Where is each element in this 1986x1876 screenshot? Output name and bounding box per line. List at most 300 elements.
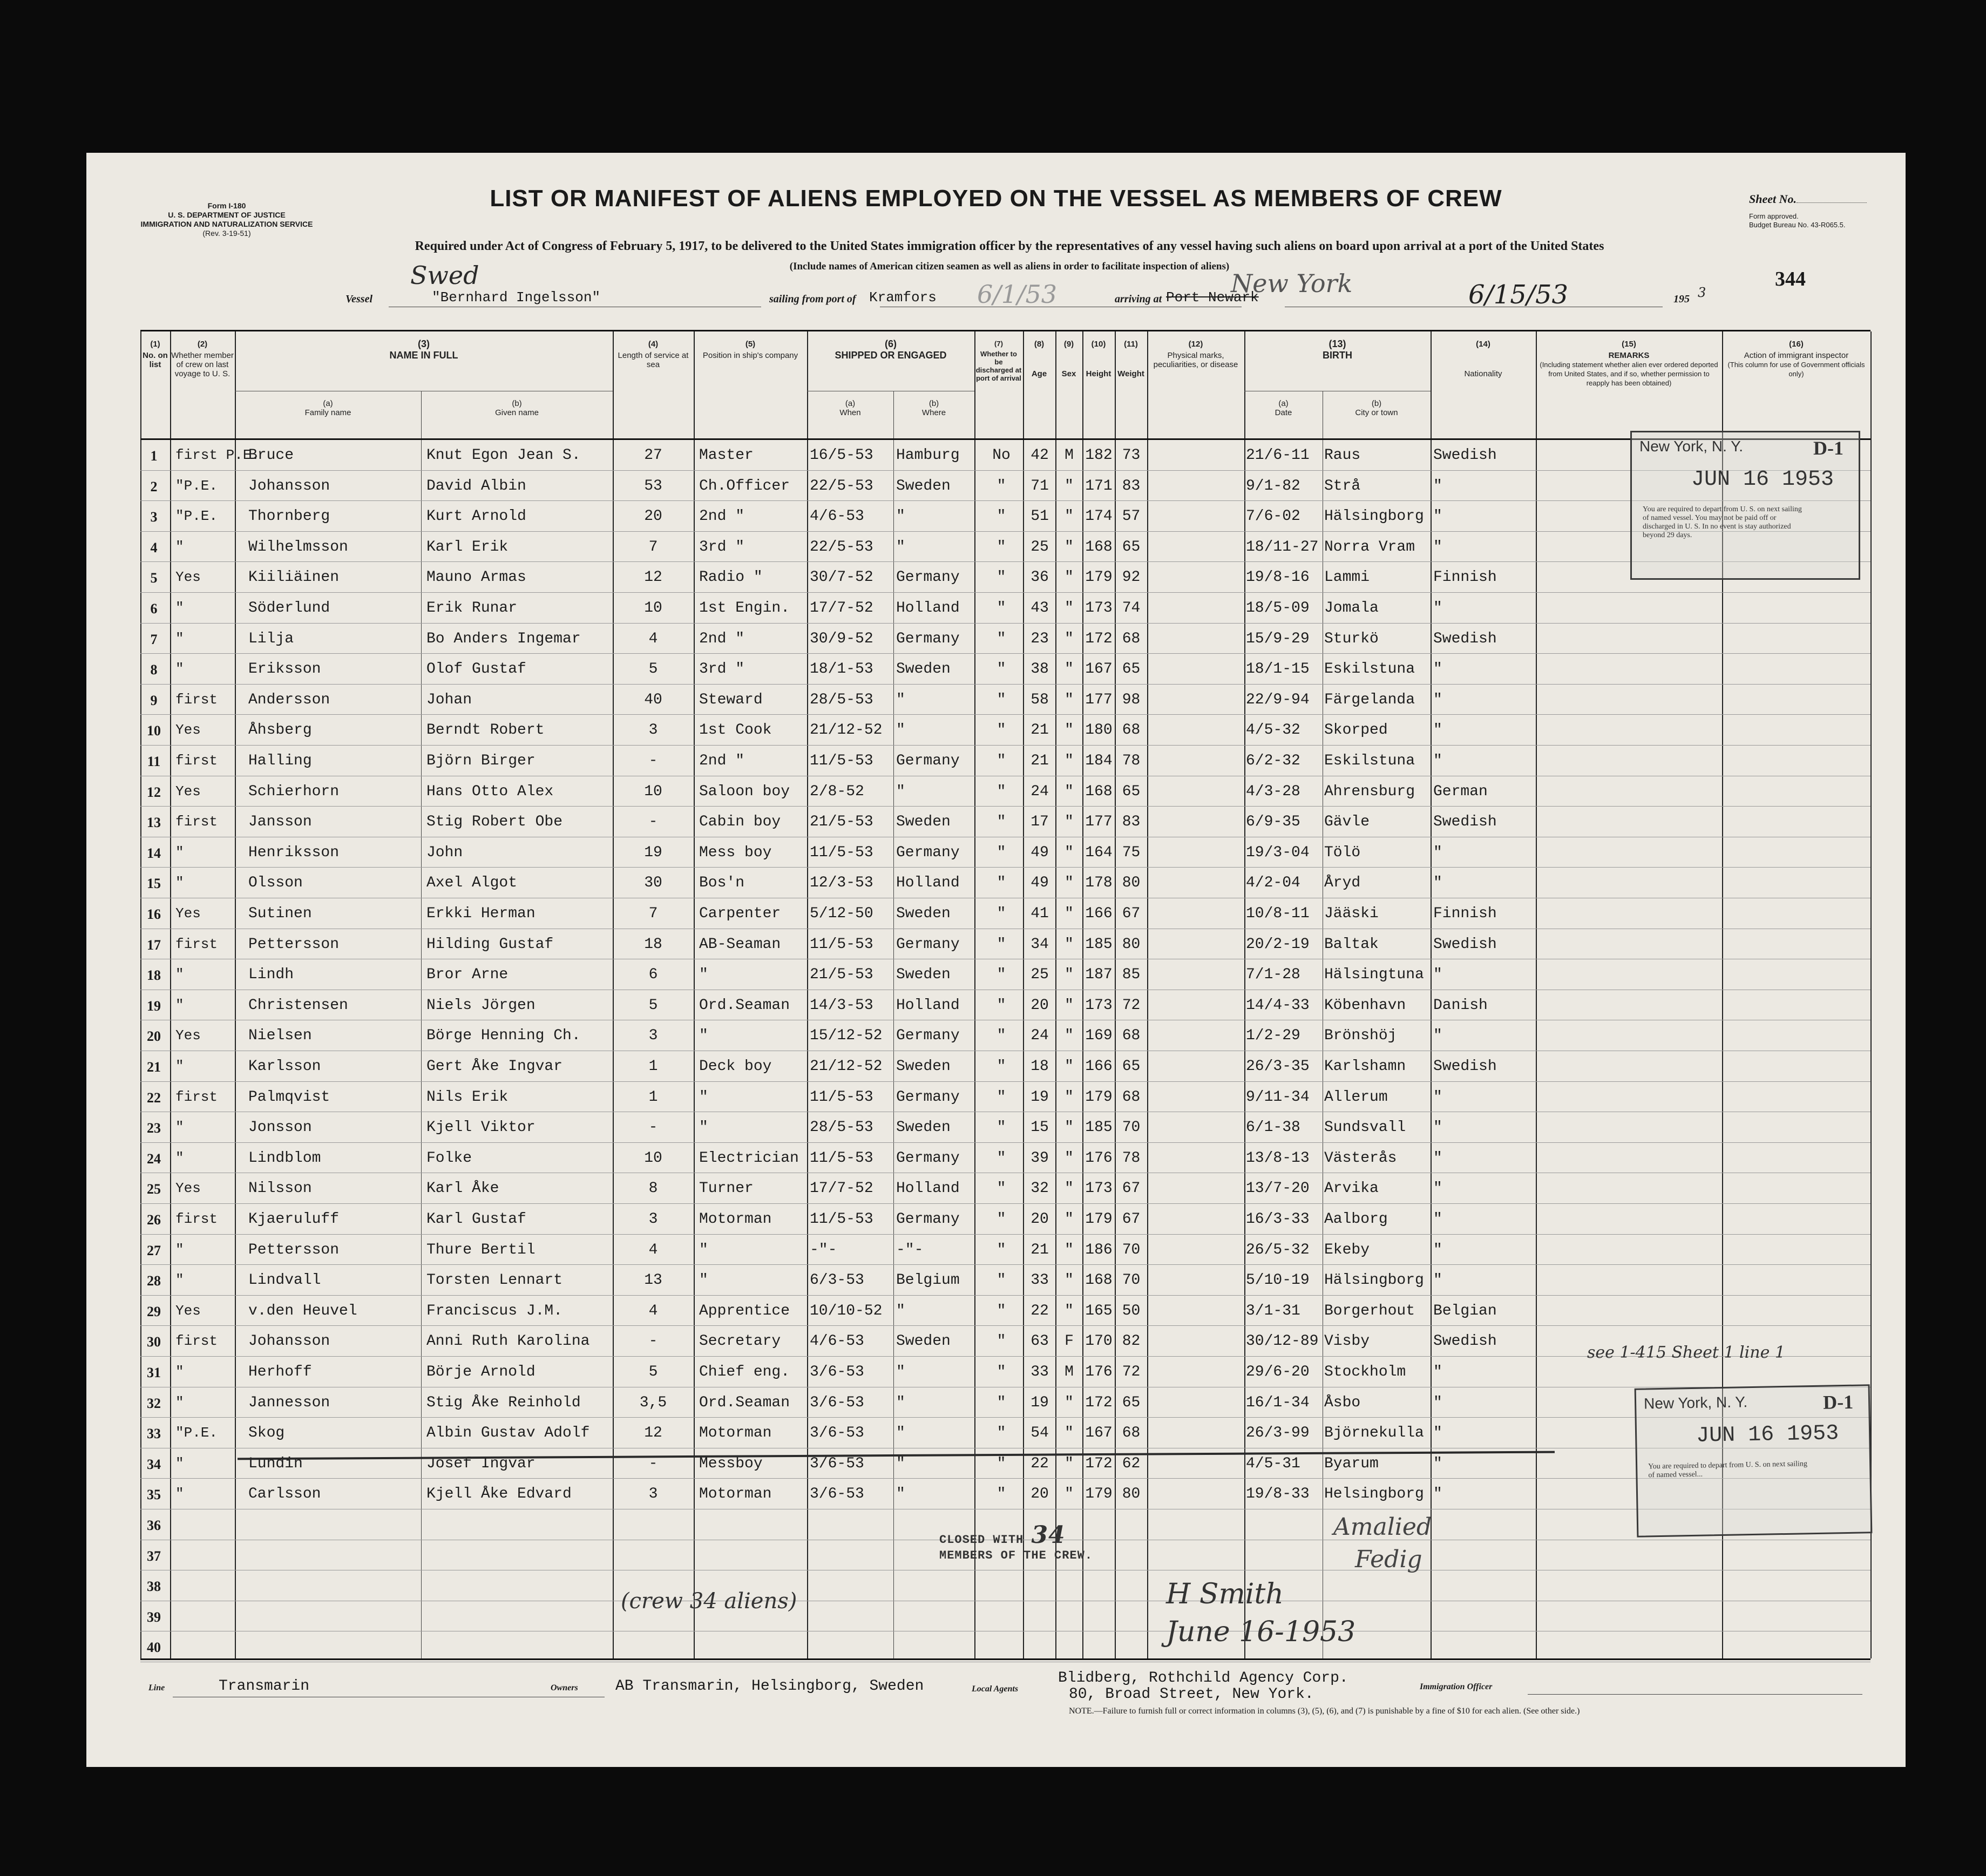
cell-given: Karl Erik — [426, 538, 509, 556]
cell-height: 174 — [1085, 508, 1113, 525]
header-birth-date: (a) Date — [1275, 399, 1292, 417]
line-number: 11 — [147, 754, 161, 769]
cell-weight: 92 — [1122, 569, 1141, 586]
header-list-number: (1) No. on list — [143, 340, 168, 369]
cell-family: Thornberg — [248, 508, 330, 525]
header-age: (8) Age — [1031, 340, 1047, 378]
cell-where: Germany — [896, 753, 960, 769]
cell-bcity: Aalborg — [1324, 1211, 1388, 1228]
cell-weight: 68 — [1122, 722, 1141, 739]
cell-weight: 67 — [1122, 905, 1141, 922]
cell-nat: " — [1433, 1394, 1442, 1411]
line-number: 37 — [147, 1548, 161, 1564]
cell-crew: " — [175, 966, 184, 983]
cell-where: Germany — [896, 630, 960, 647]
cell-sex: " — [1065, 753, 1074, 769]
form-number: Form I-180 — [207, 201, 246, 210]
owners-label: Owners — [551, 1683, 578, 1692]
cell-family: Sutinen — [248, 905, 312, 922]
cell-where: Hamburg — [896, 447, 960, 464]
cell-when: 2/8-52 — [810, 783, 864, 800]
cell-discharge: " — [997, 1211, 1006, 1228]
line-number: 14 — [147, 845, 161, 861]
cell-sex: " — [1065, 538, 1074, 556]
sheet-number-label: Sheet No. — [1749, 192, 1797, 206]
cell-when: 3/6-53 — [810, 1486, 864, 1503]
cell-where: Germany — [896, 844, 960, 861]
cell-age: 22 — [1031, 1455, 1049, 1472]
cell-height: 185 — [1085, 1119, 1113, 1136]
cell-bdate: 4/2-04 — [1246, 875, 1300, 892]
departure-date-handwritten: 6/1/53 — [977, 280, 1058, 309]
cell-nat: Belgian — [1433, 1302, 1497, 1319]
cell-position: " — [699, 1027, 708, 1045]
cell-bcity: Borgerhout — [1324, 1302, 1415, 1319]
line-number: 24 — [147, 1150, 161, 1167]
cell-sex: " — [1065, 1027, 1074, 1045]
cell-crew: " — [175, 844, 184, 861]
cell-given: Hilding Gustaf — [426, 936, 554, 953]
cell-height: 176 — [1085, 1149, 1113, 1167]
cell-bdate: 7/1-28 — [1246, 966, 1300, 984]
cell-where: Sweden — [896, 477, 951, 495]
footer-block — [86, 1672, 1906, 1737]
cell-bcity: Åryd — [1324, 875, 1361, 892]
cell-sex: " — [1065, 936, 1074, 953]
table-row — [140, 745, 1870, 776]
cell-nat: Danish — [1433, 997, 1488, 1014]
table-row — [140, 1234, 1870, 1265]
cell-position: Carpenter — [699, 905, 781, 922]
cell-nat: Swedish — [1433, 1058, 1497, 1075]
cell-discharge: " — [997, 1119, 1006, 1136]
table-row — [140, 1173, 1870, 1204]
cell-given: Stig Åke Reinhold — [426, 1394, 581, 1411]
table-row — [140, 1051, 1870, 1082]
cell-sex: " — [1065, 966, 1074, 984]
table-row — [140, 531, 1870, 563]
cell-weight: 67 — [1122, 1180, 1141, 1197]
header-crew-last-voyage: (2) Whether member of crew on last voyage to U. S. — [171, 340, 234, 378]
cell-given: Björn Birger — [426, 753, 536, 769]
cell-crew: first — [175, 936, 218, 952]
cell-bcity: Sundsvall — [1324, 1119, 1406, 1136]
header-inspector-action: (16) Action of immigrant inspector (This column for use of Government officials only) — [1727, 340, 1865, 378]
cell-height: 172 — [1085, 630, 1113, 647]
table-row — [140, 1448, 1870, 1479]
cell-weight: 70 — [1122, 1241, 1141, 1258]
cell-sex: " — [1065, 905, 1074, 922]
line-number: 28 — [147, 1273, 161, 1289]
cell-bdate: 26/3-99 — [1246, 1425, 1310, 1442]
cell-weight: 78 — [1122, 753, 1141, 769]
cell-service: 6 — [648, 966, 658, 984]
cell-sex: " — [1065, 1180, 1074, 1197]
cell-service: 7 — [648, 538, 658, 556]
table-row — [140, 714, 1870, 746]
inspection-stamp: New York, N. Y. D-1 JUN 16 1953 You are required to depart from U. S. on next sailing of named vessel. You may not be paid off or discharged in U. S. In no event is stay authorized beyond 29 days. — [1630, 431, 1860, 580]
cell-discharge: " — [997, 1058, 1006, 1075]
cell-discharge: " — [997, 1425, 1006, 1442]
cell-family: Henriksson — [248, 844, 340, 861]
cell-sex: " — [1065, 783, 1074, 800]
cell-bdate: 7/6-02 — [1246, 508, 1300, 525]
vessel-label: Vessel — [345, 293, 372, 305]
cell-given: Berndt Robert — [426, 722, 545, 739]
cell-age: 20 — [1031, 997, 1049, 1014]
cell-position: Electrician — [699, 1149, 799, 1167]
cell-age: 23 — [1031, 630, 1049, 647]
cell-where: " — [896, 1486, 905, 1503]
cell-given: Albin Gustav Adolf — [426, 1425, 590, 1442]
cell-crew: " — [175, 600, 184, 616]
cell-crew: first — [175, 1333, 218, 1350]
cell-position: " — [699, 966, 708, 984]
cell-when: 21/5-53 — [810, 814, 873, 831]
cell-service: 3 — [648, 722, 658, 739]
cell-bcity: Lammi — [1324, 569, 1370, 586]
line-number: 6 — [150, 601, 158, 617]
cell-position: 3rd " — [699, 538, 745, 556]
cell-crew: Yes — [175, 905, 201, 922]
cell-position: Motorman — [699, 1486, 772, 1503]
cell-service: 3 — [648, 1486, 658, 1503]
cell-nat: " — [1433, 1364, 1442, 1380]
cell-crew: " — [175, 1119, 184, 1136]
cell-position: Steward — [699, 691, 763, 708]
cell-crew: Yes — [175, 1302, 201, 1319]
cell-position: Cabin boy — [699, 814, 781, 831]
cell-age: 51 — [1031, 508, 1049, 525]
penalty-note: NOTE.—Failure to furnish full or correct information in columns (3), (5), (6), and (7) is punishable by a fine of $10 for each alien. (See other side.) — [1069, 1706, 1580, 1716]
cell-age: 63 — [1031, 1333, 1049, 1350]
cell-where: Sweden — [896, 905, 951, 922]
cell-when: 11/5-53 — [810, 1088, 873, 1106]
cell-height: 179 — [1085, 1088, 1113, 1106]
cell-weight: 70 — [1122, 1119, 1141, 1136]
cell-height: 173 — [1085, 997, 1113, 1014]
cell-where: Holland — [896, 600, 960, 617]
cell-given: Gert Åke Ingvar — [426, 1058, 563, 1075]
cell-weight: 82 — [1122, 1333, 1141, 1350]
page-number: 344 — [1775, 268, 1806, 290]
cell-discharge: " — [997, 1027, 1006, 1045]
cell-nat: " — [1433, 1149, 1442, 1167]
cell-discharge: " — [997, 1455, 1006, 1472]
cell-nat: " — [1433, 691, 1442, 708]
cell-weight: 68 — [1122, 1425, 1141, 1442]
cell-service: 10 — [644, 600, 662, 617]
cell-weight: 67 — [1122, 1211, 1141, 1228]
cell-given: Erik Runar — [426, 600, 518, 617]
cell-discharge: " — [997, 905, 1006, 922]
cell-crew: "P.E. — [175, 1425, 218, 1441]
cell-discharge: " — [997, 1272, 1006, 1289]
line-number: 18 — [147, 967, 161, 984]
cell-given: Knut Egon Jean S. — [426, 447, 581, 464]
cell-weight: 85 — [1122, 966, 1141, 984]
cell-when: 4/6-53 — [810, 1333, 864, 1350]
cell-crew: " — [175, 1272, 184, 1289]
cell-height: 178 — [1085, 875, 1113, 892]
cell-height: 171 — [1085, 477, 1113, 495]
cell-where: Germany — [896, 569, 960, 586]
cell-service: 20 — [644, 508, 662, 525]
cell-family: Lindblom — [248, 1149, 321, 1167]
cell-family: Lindh — [248, 966, 294, 984]
cell-discharge: " — [997, 538, 1006, 556]
document-title: LIST OR MANIFEST OF ALIENS EMPLOYED ON THE VESSEL AS MEMBERS OF CREW — [490, 185, 1502, 212]
cell-family: v.den Heuvel — [248, 1302, 357, 1319]
immigration-officer-label: Immigration Officer — [1420, 1682, 1493, 1691]
remark-row-30: see 1-415 Sheet 1 line 1 — [1587, 1343, 1785, 1362]
line-number: 15 — [147, 876, 161, 892]
cell-weight: 80 — [1122, 875, 1141, 892]
table-row — [140, 470, 1870, 502]
inspector-signature: H Smith — [1166, 1578, 1284, 1610]
cell-bcity: Eskilstuna — [1324, 753, 1415, 769]
table-row — [140, 1601, 1870, 1632]
cell-where: Holland — [896, 997, 960, 1014]
cell-nat: " — [1433, 1455, 1442, 1472]
cell-nat: " — [1433, 538, 1442, 556]
vessel-name: "Bernhard Ingelsson" — [432, 289, 601, 306]
line-number: 26 — [147, 1212, 161, 1228]
cell-bdate: 19/8-16 — [1246, 569, 1310, 586]
cell-weight: 75 — [1122, 844, 1141, 861]
cell-when: 21/12-52 — [810, 722, 883, 739]
cell-age: 25 — [1031, 966, 1049, 984]
cell-position: " — [699, 1119, 708, 1136]
table-row — [140, 439, 1870, 471]
cell-weight: 68 — [1122, 630, 1141, 647]
line-number: 33 — [147, 1426, 161, 1442]
cell-age: 17 — [1031, 814, 1049, 831]
cell-family: Lilja — [248, 630, 294, 647]
table-row — [140, 1387, 1870, 1418]
cell-nat: " — [1433, 844, 1442, 861]
cell-sex: " — [1065, 600, 1074, 617]
cell-nat: " — [1433, 600, 1442, 617]
cell-bdate: 16/3-33 — [1246, 1211, 1310, 1228]
cell-when: 6/3-53 — [810, 1272, 864, 1289]
header-nationality: (14) Nationality — [1464, 340, 1502, 378]
cell-where: " — [896, 1394, 905, 1411]
cell-when: 30/7-52 — [810, 569, 873, 586]
cell-given: Torsten Lennart — [426, 1272, 563, 1289]
cell-when: 28/5-53 — [810, 691, 873, 708]
header-height: (10) Height — [1086, 340, 1111, 378]
cell-family: Andersson — [248, 691, 330, 708]
cell-service: 5 — [648, 1364, 658, 1380]
cell-service: 3 — [648, 1027, 658, 1045]
cell-when: -"- — [810, 1241, 837, 1258]
cell-service: 53 — [644, 477, 662, 495]
cell-position: 2nd " — [699, 753, 745, 769]
cell-where: Sweden — [896, 814, 951, 831]
cell-bcity: Färgelanda — [1324, 691, 1415, 708]
cell-given: John — [426, 844, 463, 861]
cell-bdate: 29/6-20 — [1246, 1364, 1310, 1380]
cell-bcity: Sturkö — [1324, 630, 1379, 647]
cell-bcity: Visby — [1324, 1333, 1370, 1350]
cell-where: Sweden — [896, 1119, 951, 1136]
crew-count-note: (crew 34 aliens) — [621, 1589, 797, 1614]
year-handwritten: 3 — [1698, 285, 1706, 300]
cell-weight: 74 — [1122, 600, 1141, 617]
header-given-name: (b) Given name — [495, 399, 539, 417]
cell-service: 12 — [644, 569, 662, 586]
cell-nat: " — [1433, 722, 1442, 739]
sailing-from-label: sailing from port of — [769, 293, 856, 305]
cell-when: 22/5-53 — [810, 538, 873, 556]
cell-where: " — [896, 1302, 905, 1319]
header-birth: (13) BIRTH — [1323, 338, 1352, 361]
cell-bdate: 6/9-35 — [1246, 814, 1300, 831]
cell-crew: " — [175, 661, 184, 678]
cell-bdate: 1/2-29 — [1246, 1027, 1300, 1045]
cell-family: Christensen — [248, 997, 348, 1014]
table-row — [140, 1478, 1870, 1509]
arrival-date: 6/15/53 — [1468, 280, 1569, 310]
cell-position: AB-Seaman — [699, 936, 781, 953]
table-row — [140, 684, 1870, 715]
cell-discharge: " — [997, 1302, 1006, 1319]
cell-discharge: " — [997, 936, 1006, 953]
cell-given: Karl Åke — [426, 1180, 499, 1197]
header-birth-city: (b) City or town — [1355, 399, 1398, 417]
cell-bcity: Köbenhavn — [1324, 997, 1406, 1014]
table-row — [140, 592, 1870, 624]
line-number: 8 — [150, 662, 158, 678]
cell-given: Axel Algot — [426, 875, 518, 892]
cell-when: 3/6-53 — [810, 1425, 864, 1442]
local-agents-label: Local Agents — [972, 1684, 1019, 1694]
cell-service: 30 — [644, 875, 662, 892]
header-position: (5) Position in ship's company — [702, 340, 798, 360]
cell-sex: M — [1065, 1364, 1074, 1380]
cell-nat: " — [1433, 477, 1442, 495]
header-shipped-where: (b) Where — [921, 399, 946, 417]
header-length-of-service: (4) Length of service at sea — [618, 340, 689, 369]
cell-nat: " — [1433, 1425, 1442, 1442]
line-number: 7 — [150, 631, 158, 647]
sheet-number-field — [1749, 192, 1867, 206]
cell-family: Schierhorn — [248, 783, 340, 800]
manifest-sheet — [86, 153, 1906, 1767]
cell-age: 21 — [1031, 722, 1049, 739]
cell-where: " — [896, 783, 905, 800]
cell-discharge: " — [997, 569, 1006, 586]
cell-when: 11/5-53 — [810, 1211, 873, 1228]
table-row — [140, 623, 1870, 654]
cell-sex: " — [1065, 1394, 1074, 1411]
cell-age: 36 — [1031, 569, 1049, 586]
table-row — [140, 867, 1870, 898]
cell-crew: Yes — [175, 1027, 201, 1044]
line-number: 27 — [147, 1242, 161, 1258]
cell-bdate: 14/4-33 — [1246, 997, 1310, 1014]
line-number: 40 — [147, 1640, 161, 1656]
cell-position: Bos'n — [699, 875, 745, 892]
line-number: 2 — [150, 478, 158, 495]
cell-nat: " — [1433, 1241, 1442, 1258]
vessel-flag-handwritten: Swed — [410, 261, 479, 290]
cell-height: 185 — [1085, 936, 1113, 953]
cell-bcity: Jomala — [1324, 600, 1379, 617]
cell-given: Karl Gustaf — [426, 1211, 526, 1228]
cell-bcity: Skorped — [1324, 722, 1388, 739]
cell-age: 49 — [1031, 875, 1049, 892]
cell-crew: first P.E. — [175, 447, 260, 463]
cell-crew: first — [175, 1211, 218, 1227]
cell-weight: 65 — [1122, 538, 1141, 556]
header-name-in-full: (3) NAME IN FULL — [389, 338, 458, 361]
cell-bdate: 19/8-33 — [1246, 1486, 1310, 1503]
cell-family: Nielsen — [248, 1027, 312, 1045]
cell-bdate: 21/6-11 — [1246, 447, 1310, 464]
cell-weight: 62 — [1122, 1455, 1141, 1472]
inspection-stamp: New York, N. Y. D-1 JUN 16 1953 You are required to depart from U. S. on next sailing of named vessel... — [1635, 1384, 1873, 1538]
cell-given: Anni Ruth Karolina — [426, 1333, 590, 1350]
cell-service: 4 — [648, 1302, 658, 1319]
cell-given: Bo Anders Ingemar — [426, 630, 581, 647]
cell-age: 33 — [1031, 1364, 1049, 1380]
cell-position: 3rd " — [699, 661, 745, 678]
cell-service: 5 — [648, 997, 658, 1014]
line-number: 35 — [147, 1487, 161, 1503]
cell-age: 19 — [1031, 1394, 1049, 1411]
cell-bcity: Baltak — [1324, 936, 1379, 953]
cell-when: 21/5-53 — [810, 966, 873, 984]
cell-where: " — [896, 538, 905, 556]
cell-height: 186 — [1085, 1241, 1113, 1258]
cell-bdate: 9/1-82 — [1246, 477, 1300, 495]
year-suffix: 195 — [1673, 293, 1690, 305]
cell-weight: 68 — [1122, 1088, 1141, 1106]
cell-crew: " — [175, 630, 184, 647]
cell-bdate: 4/5-31 — [1246, 1455, 1300, 1472]
cell-height: 180 — [1085, 722, 1113, 739]
cell-sex: " — [1065, 1088, 1074, 1106]
cell-discharge: " — [997, 722, 1006, 739]
line-number: 25 — [147, 1181, 161, 1197]
cell-given: Bror Arne — [426, 966, 509, 984]
cell-crew: Yes — [175, 569, 201, 586]
cell-sex: " — [1065, 1149, 1074, 1167]
header-shipped-engaged: (6) SHIPPED OR ENGAGED — [835, 338, 947, 361]
cell-service: 4 — [648, 630, 658, 647]
cell-bdate: 18/1-15 — [1246, 661, 1310, 678]
cell-bcity: Ahrensburg — [1324, 783, 1415, 800]
cell-bdate: 9/11-34 — [1246, 1088, 1310, 1106]
cell-family: Lundin — [248, 1455, 303, 1472]
cell-family: Johansson — [248, 1333, 330, 1350]
cell-height: 165 — [1085, 1302, 1113, 1319]
line-number: 31 — [147, 1365, 161, 1380]
cell-nat: " — [1433, 966, 1442, 984]
cell-height: 168 — [1085, 538, 1113, 556]
cell-sex: " — [1065, 1119, 1074, 1136]
cell-when: 22/5-53 — [810, 477, 873, 495]
cell-where: " — [896, 722, 905, 739]
cell-bcity: Strå — [1324, 477, 1361, 495]
port-of-arrival-handwritten: New York — [1231, 269, 1353, 298]
cell-bcity: Björnekulla — [1324, 1425, 1424, 1442]
cell-position: 1st Cook — [699, 722, 772, 739]
cell-nat: Swedish — [1433, 814, 1497, 831]
cell-position: Turner — [699, 1180, 754, 1197]
